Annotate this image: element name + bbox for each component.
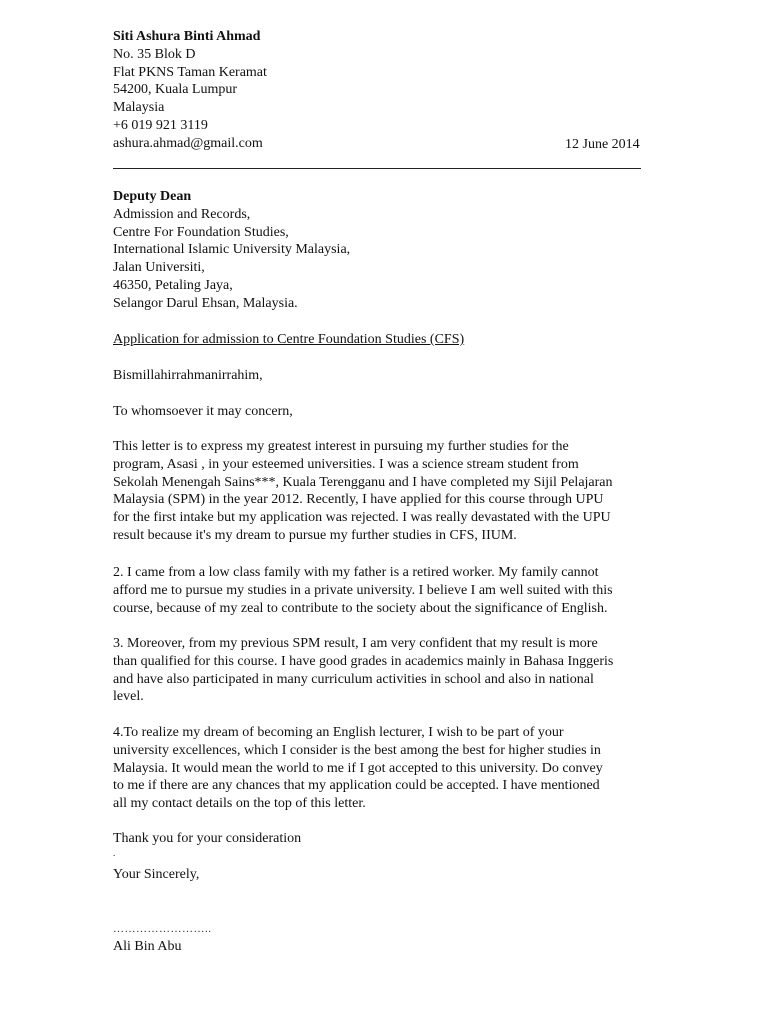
paragraph-line: course, because of my zeal to contribute to the society about the significance of English. (113, 600, 608, 616)
paragraph-line: 3. Moreover, from my previous SPM result, I am very confident that my result is more (113, 636, 598, 651)
recipient-title: Deputy Dean (113, 189, 192, 204)
recipient-address-line: Admission and Records, (113, 206, 251, 222)
paragraph-line: Sekolah Menengah Sains***, Kuala Terengganu and I have completed my Sijil Pelajaran (113, 474, 613, 490)
paragraph-line: to me if there are any chances that my application could be accepted. I have mentioned (113, 778, 600, 794)
sender-address-line: Flat PKNS Taman Keramat (113, 64, 267, 80)
paragraph-line: all my contact details on the top of this letter. (113, 796, 366, 812)
thanks-dot: . (113, 847, 116, 858)
paragraph-line: for the first intake but my application was rejected. I was really devastated with the UPU (113, 510, 611, 526)
paragraph-3 (113, 635, 653, 706)
paragraph-line: and have also participated in many curriculum activities in school and also in national (113, 671, 594, 687)
paragraph-line: result because it's my dream to pursue my further studies in CFS, IIUM. (113, 527, 517, 543)
sender-name: Siti Ashura Binti Ahmad (113, 29, 261, 44)
paragraph-line: This letter is to express my greatest interest in pursuing my further studies for the (113, 439, 569, 454)
recipient-block (113, 188, 653, 313)
sender-address-line: 54200, Kuala Lumpur (113, 82, 238, 98)
signatory-name: Ali Bin Abu (113, 939, 182, 954)
sender-phone: +6 019 921 3119 (113, 117, 208, 133)
opening-text: Bismillahirrahmanirrahim, (113, 368, 263, 383)
paragraph-4 (113, 724, 653, 813)
recipient-address-line: Jalan Universiti, (113, 260, 205, 276)
salutation-block (113, 403, 653, 421)
sender-block (113, 28, 653, 153)
paragraph-line: Malaysia. It would mean the world to me if I got accepted to this university. Do convey (113, 760, 603, 776)
thanks-text: Thank you for your consideration (113, 831, 302, 846)
salutation-text: To whomsoever it may concern, (113, 404, 293, 419)
paragraph-2 (113, 564, 653, 617)
signature-dots: …………………….. (113, 923, 212, 935)
sender-email: ashura.ahmad@gmail.com (113, 135, 263, 151)
paragraph-1 (113, 438, 653, 545)
paragraph-line: Malaysia (SPM) in the year 2012. Recently, I have applied for this course through UPU (113, 492, 604, 508)
letter-date: 12 June 2014 (565, 137, 640, 152)
header-divider (113, 168, 641, 169)
recipient-address-line: Centre For Foundation Studies, (113, 224, 289, 240)
recipient-address-line: 46350, Petaling Jaya, (113, 277, 233, 293)
subject-line (113, 331, 653, 349)
paragraph-line: than qualified for this course. I have good grades in academics mainly in Bahasa Inggeris (113, 653, 614, 669)
signatory-block (113, 938, 653, 956)
closing-block (113, 866, 653, 884)
thanks-block (113, 830, 653, 859)
sender-address-line: Malaysia (113, 100, 165, 116)
paragraph-line: university excellences, which I consider is the best among the best for higher studies in (113, 742, 601, 758)
subject-text: Application for admission to Centre Foundation Studies (CFS) (113, 332, 465, 347)
paragraph-line: 2. I came from a low class family with my father is a retired worker. My family cannot (113, 565, 599, 580)
signature-line (113, 921, 653, 939)
paragraph-line: program, Asasi , in your esteemed universities. I was a science stream student from (113, 456, 579, 472)
sender-address-line: No. 35 Blok D (113, 46, 196, 62)
closing-text: Your Sincerely, (113, 867, 200, 882)
recipient-address-line: International Islamic University Malaysia, (113, 242, 351, 258)
recipient-address-line: Selangor Darul Ehsan, Malaysia. (113, 295, 298, 311)
opening-block (113, 367, 653, 385)
paragraph-line: afford me to pursue my studies in a private university. I believe I am well suited with this (113, 582, 613, 598)
paragraph-line: 4.To realize my dream of becoming an English lecturer, I wish to be part of your (113, 725, 564, 740)
paragraph-line: level. (113, 689, 144, 705)
